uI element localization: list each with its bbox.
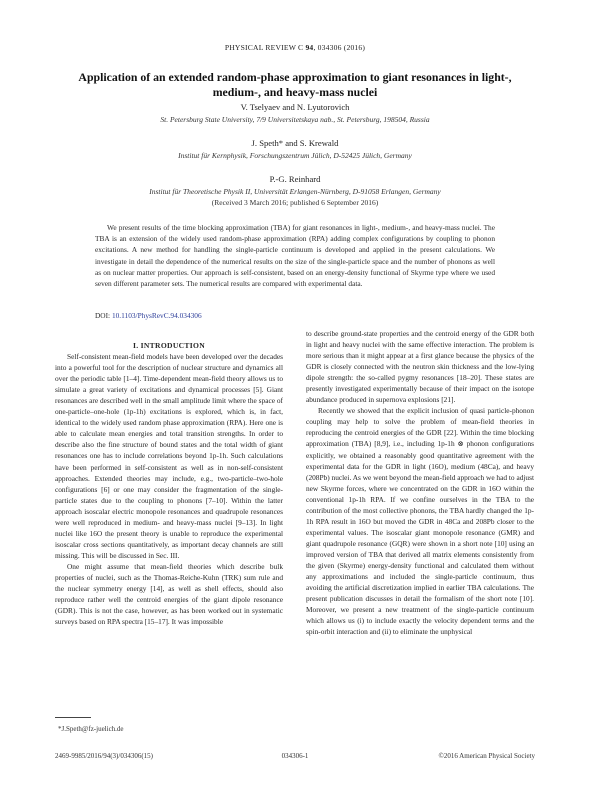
footer-issn: 2469-9985/2016/94(3)/034306(15)	[55, 752, 153, 760]
footer-page-number: 034306-1	[281, 752, 309, 760]
doi-link[interactable]: 10.1103/PhysRevC.94.034306	[111, 311, 202, 320]
paragraph: One might assume that mean-field theories which describe bulk properties of nuclei, such as the Thomas-Reiche-Kuhn (TRK) sum rule and the nuclear symmetry energy [14], as well as shell effects, should also reproduce rather well the centroid energies of the giant dipole resonance (GDR). This is not the case, however, as has been worked out in systematic surveys based on RPA spectra [15–17]. It was impossible	[55, 561, 283, 627]
paragraph: to describe ground-state properties and the centroid energy of the GDR both in light and heavy nuclei with the same effective interaction. The problem is more serious than it might appear at a first glance because the physics of the GDR is closely connected with the neutron skin thickness and the low-lying dipole strength: the so-called pygmy resonances [18–20]. These states are presently investigated experimentally because of their impact on the isotope abundance produced in supernova explosions [21].	[306, 329, 534, 405]
author-line-3: P.-G. Reinhard	[269, 174, 321, 184]
abstract: We present results of the time blocking approximation (TBA) for giant resonances in light-, medium-, and heavy-mass nuclei. The TBA is an extension of the widely used random-phase approximation (RPA) adding complex configurations by coupling to phonon excitations. A new method for handling the single-particle continuum is developed and applied in the present calculations. We investigate in detail the dependence of the numerical results on the size of the single-particle space and the number of phonons as well as on nuclear matter properties. Our approach is self-consistent, based on an energy-density functional of Skyrme type where we used seven different parameter sets. The numerical results are compared with experimental data.	[95, 223, 495, 289]
paragraph: Recently we showed that the explicit inclusion of quasi particle-phonon coupling may help to solve the problem of mean-field theories in reproducing the centroid energies of the GDR [22]. Within the time blocking approximation (TBA) [8,9], i.e., including 1p-1h ⊗ phonon configurations explicitly, we obtained a reasonably good quantitative agreement with the experimental data for the GDR in light (16O), medium (48Ca), and heavy (208Pb) nuclei. As we went beyond the mean-field approach we had to adjust new Skyrme forces, where we concentrated on the GDR in 16O within the conventional 1p-1h RPA. If we confine ourselves in the TBA to the contribution of the most collective phonons, the TBA hardly changed the 1p-1h RPA result in 16O but moved the GDR in 48Ca and 208Pb closer to the experimental values. The isoscalar giant monopole resonance (GMR) and giant quadrupole resonance (GQR) were shown in a short note [10] using an improved version of TBA that derived all matrix elements consistently from the given (Skyrme) energy-density functional and calculated them without any approximations and included the single-particle continuum, thus avoiding the artificial discretization implied in earlier TBA calculations. The present publication discusses in detail the formalism of the short note [10]. Moreover, we present a new treatment of the single-particle continuum which allows us (i) to include exactly the velocity dependent terms and the spin-orbit interaction and (ii) to eliminate the unphysical	[306, 406, 534, 637]
journal-volume: 94	[305, 43, 314, 52]
section-heading: I. INTRODUCTION	[132, 341, 205, 350]
article-info: , 034306 (2016)	[313, 43, 366, 52]
author-line-1: V. Tselyaev and N. Lyutorovich	[240, 102, 350, 112]
paragraph: Self-consistent mean-field models have been developed over the decades into a powerful tool for the description of nuclear structure and dynamics all over the periodic table [1–4]. Time-dependent mean-field theory allows us to simulate a great variety of excitations and dynamical processes [5]. Giant resonances are described well in the small amplitude limit where the space of one-particle–one-hole (1p-1h) excitations is explored, which is, in fact, identical to the widely used random phase approximation (RPA). Here one is able to calculate mean energies and total transition strengths. In order to describe also the fine structure of bound states and the total width of giant resonances one has to include correlations beyond 1p-1h. Such calculations have been performed in self-consistent as well as in non-self-consistent approaches. Extended theories may include, e.g., two-particle–two-hole configurations [6] or one may consider the fragmentation of the single-particle states due to the coupling to phonons [7–10]. Within the latter approach isoscalar electric monopole resonances and quadrupole resonances were well reproduced in medium- and heavy-mass nuclei [9–13]. In light nuclei like 16O the present theory is unable to reproduce the experimental isoscalar cross sections quantitatively, as important decay channels are still missing. This will be discussed in Sec. III.	[55, 352, 283, 560]
affiliation-2: Institut für Kernphysik, Forschungszentrum Jülich, D-52425 Jülich, Germany	[178, 151, 412, 160]
doi-label: DOI:	[95, 311, 111, 320]
paper-title: Application of an extended random-phase approximation to giant resonances in light-, medium-, and heavy-mass nuclei	[78, 70, 512, 99]
corresponding-author-email[interactable]: *J.Speth@fz-juelich.de	[58, 725, 124, 733]
footer-copyright: ©2016 American Physical Society	[438, 752, 535, 760]
left-column	[55, 340, 283, 627]
affiliation-1: St. Petersburg State University, 7/9 Universitetskaya nab., St. Petersburg, 198504, Russia	[160, 115, 430, 124]
received-dates: (Received 3 March 2016; published 6 September 2016)	[211, 198, 379, 207]
doi-line	[95, 311, 202, 320]
footnote-divider	[55, 717, 91, 718]
affiliation-3: Institut für Theoretische Physik II, Universität Erlangen-Nürnberg, D-91058 Erlangen, Germany	[149, 187, 441, 196]
author-line-2: J. Speth* and S. Krewald	[251, 138, 339, 148]
right-column	[306, 328, 534, 637]
journal-header	[0, 43, 590, 52]
journal-name: PHYSICAL REVIEW C	[224, 43, 304, 52]
